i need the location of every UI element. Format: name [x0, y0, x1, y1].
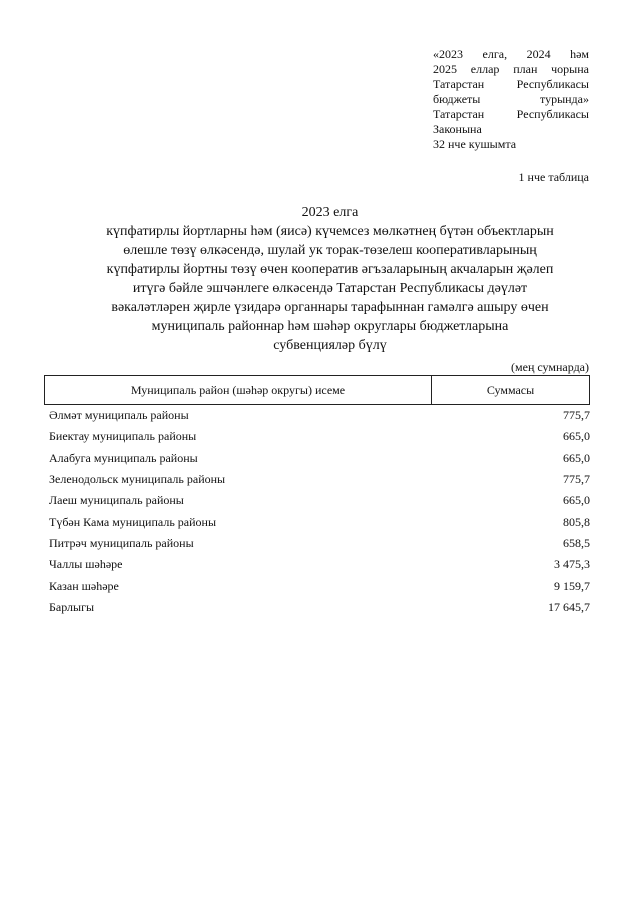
header-note-line: 2025 еллар план чорына — [433, 62, 589, 76]
unit-note: (мең сумнарда) — [511, 360, 589, 374]
title-line: вәкаләтләрен җирле үзидарә органнары тарафыннан гамәлгә ашыру өчен — [111, 300, 549, 315]
title-line: өлешле төзү өлкәсендә, шулай ук торак-төзелеш кооперативларының — [123, 243, 537, 258]
row-amount: 17 645,7 — [548, 599, 590, 614]
header-note-line: бюджеты турында» — [433, 92, 589, 106]
title-line: күпфатирлы йортны төзү өчен кооператив әгъзаларының акчаларын җәлеп — [106, 262, 554, 277]
row-amount: 665,0 — [563, 450, 590, 465]
table-row — [44, 511, 590, 532]
table-row — [44, 405, 590, 426]
row-name: Казан шәһәре — [49, 578, 119, 593]
title-line: субвенцияләр бүлү — [273, 338, 387, 353]
header-note-line: 32 нче кушымта — [433, 137, 517, 151]
row-amount: 805,8 — [563, 514, 590, 529]
row-name: Түбән Кама муниципаль районы — [49, 514, 217, 529]
row-name: Барлыгы — [49, 599, 95, 614]
table-row — [44, 448, 590, 469]
column-header-amount: Суммасы — [486, 382, 535, 397]
table-row — [44, 554, 590, 575]
row-amount: 658,5 — [563, 535, 590, 550]
row-name: Әлмәт муниципаль районы — [49, 408, 189, 423]
table-row — [44, 490, 590, 511]
row-name: Зеленодольск муниципаль районы — [49, 472, 226, 487]
row-amount: 775,7 — [563, 408, 590, 423]
row-amount: 665,0 — [563, 493, 590, 508]
title-line: 2023 елга — [301, 205, 359, 220]
row-amount: 775,7 — [563, 472, 590, 487]
table-body — [44, 405, 590, 618]
header-note — [433, 47, 589, 152]
header-note-line: «2023 елга, 2024 һәм — [433, 47, 589, 61]
subvention-table — [44, 375, 590, 618]
header-note-line: Татарстан Республикасы — [433, 107, 589, 121]
row-name: Алабуга муниципаль районы — [49, 450, 198, 465]
row-name: Лаеш муниципаль районы — [49, 493, 184, 508]
document-title — [60, 203, 600, 355]
row-amount: 9 159,7 — [554, 578, 590, 593]
title-line: муниципаль районнар һәм шәһәр округлары бюджетларына — [151, 319, 509, 334]
header-note-line: Татарстан Республикасы — [433, 77, 589, 91]
row-name: Биектау муниципаль районы — [49, 429, 197, 444]
table-row — [44, 469, 590, 490]
table-row — [44, 575, 590, 596]
table-row — [44, 533, 590, 554]
title-line: итүгә бәйле эшчәнлеге өлкәсендә Татарстан Республикасы дәүләт — [132, 281, 528, 296]
table-header — [44, 375, 590, 405]
table-row — [44, 597, 590, 618]
row-name: Чаллы шәһәре — [49, 557, 123, 572]
header-note-line: Законына — [433, 122, 482, 136]
row-name: Питрәч муниципаль районы — [49, 535, 194, 550]
table-number: 1 нче таблица — [518, 170, 589, 184]
title-line: күпфатирлы йортларны һәм (яисә) күчемсез мөлкәтнең бүтән объектларын — [106, 224, 554, 239]
row-amount: 665,0 — [563, 429, 590, 444]
column-header-name: Муниципаль район (шәһәр округы) исеме — [45, 376, 432, 404]
table-row — [44, 426, 590, 447]
row-amount: 3 475,3 — [554, 557, 590, 572]
